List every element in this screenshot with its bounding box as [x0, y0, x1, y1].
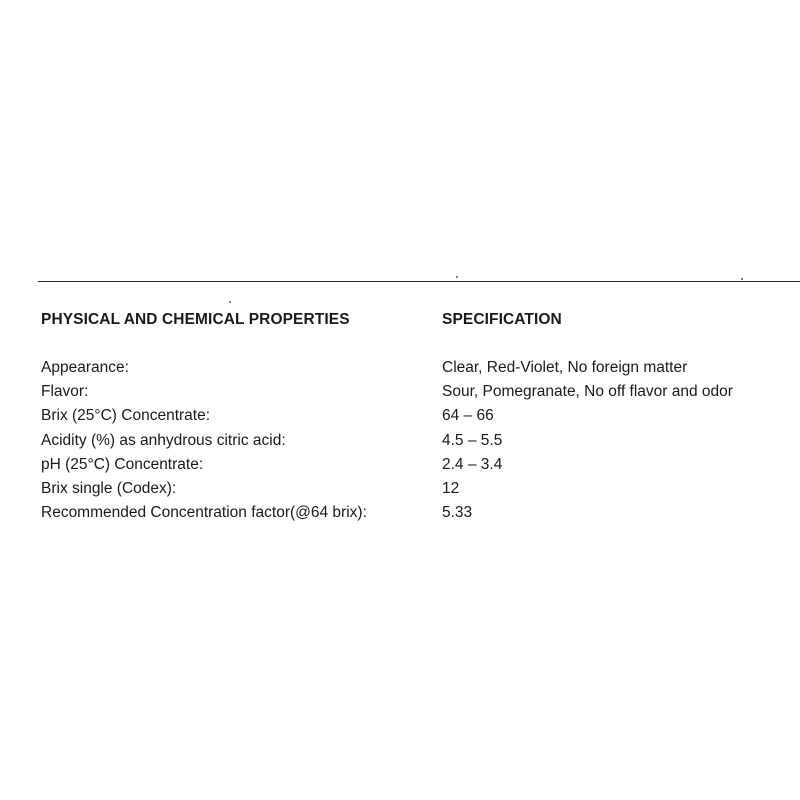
table-row [0, 404, 800, 428]
property-label: Flavor: [41, 383, 89, 401]
properties-header: PHYSICAL AND CHEMICAL PROPERTIES [41, 311, 350, 328]
scan-speck [229, 301, 231, 303]
table-row [0, 380, 800, 404]
specification-value: 2.4 – 3.4 [442, 455, 503, 473]
properties-table [0, 356, 800, 525]
property-label: Acidity (%) as anhydrous citric acid: [41, 431, 286, 449]
property-label: Appearance: [41, 359, 129, 376]
table-row [0, 477, 800, 501]
table-row [0, 501, 800, 525]
table-row [0, 429, 800, 453]
scan-speck [741, 278, 743, 280]
property-label: pH (25°C) Concentrate: [41, 455, 204, 473]
property-label: Brix (25°C) Concentrate: [41, 407, 211, 425]
property-label: Recommended Concentration factor(@64 brix): [41, 504, 367, 522]
specification-header: SPECIFICATION [442, 311, 562, 328]
specification-value: Clear, Red-Violet, No foreign matter [442, 359, 688, 376]
scan-speck [456, 276, 458, 278]
specification-value: 4.5 – 5.5 [442, 431, 503, 449]
specification-value: 5.33 [442, 504, 473, 522]
specification-value: Sour, Pomegranate, No off flavor and odor [442, 383, 733, 401]
table-row [0, 356, 800, 380]
table-row [0, 453, 800, 477]
specification-value: 12 [442, 479, 460, 497]
specification-value: 64 – 66 [442, 407, 494, 425]
horizontal-rule [38, 281, 800, 282]
property-label: Brix single (Codex): [41, 479, 177, 497]
